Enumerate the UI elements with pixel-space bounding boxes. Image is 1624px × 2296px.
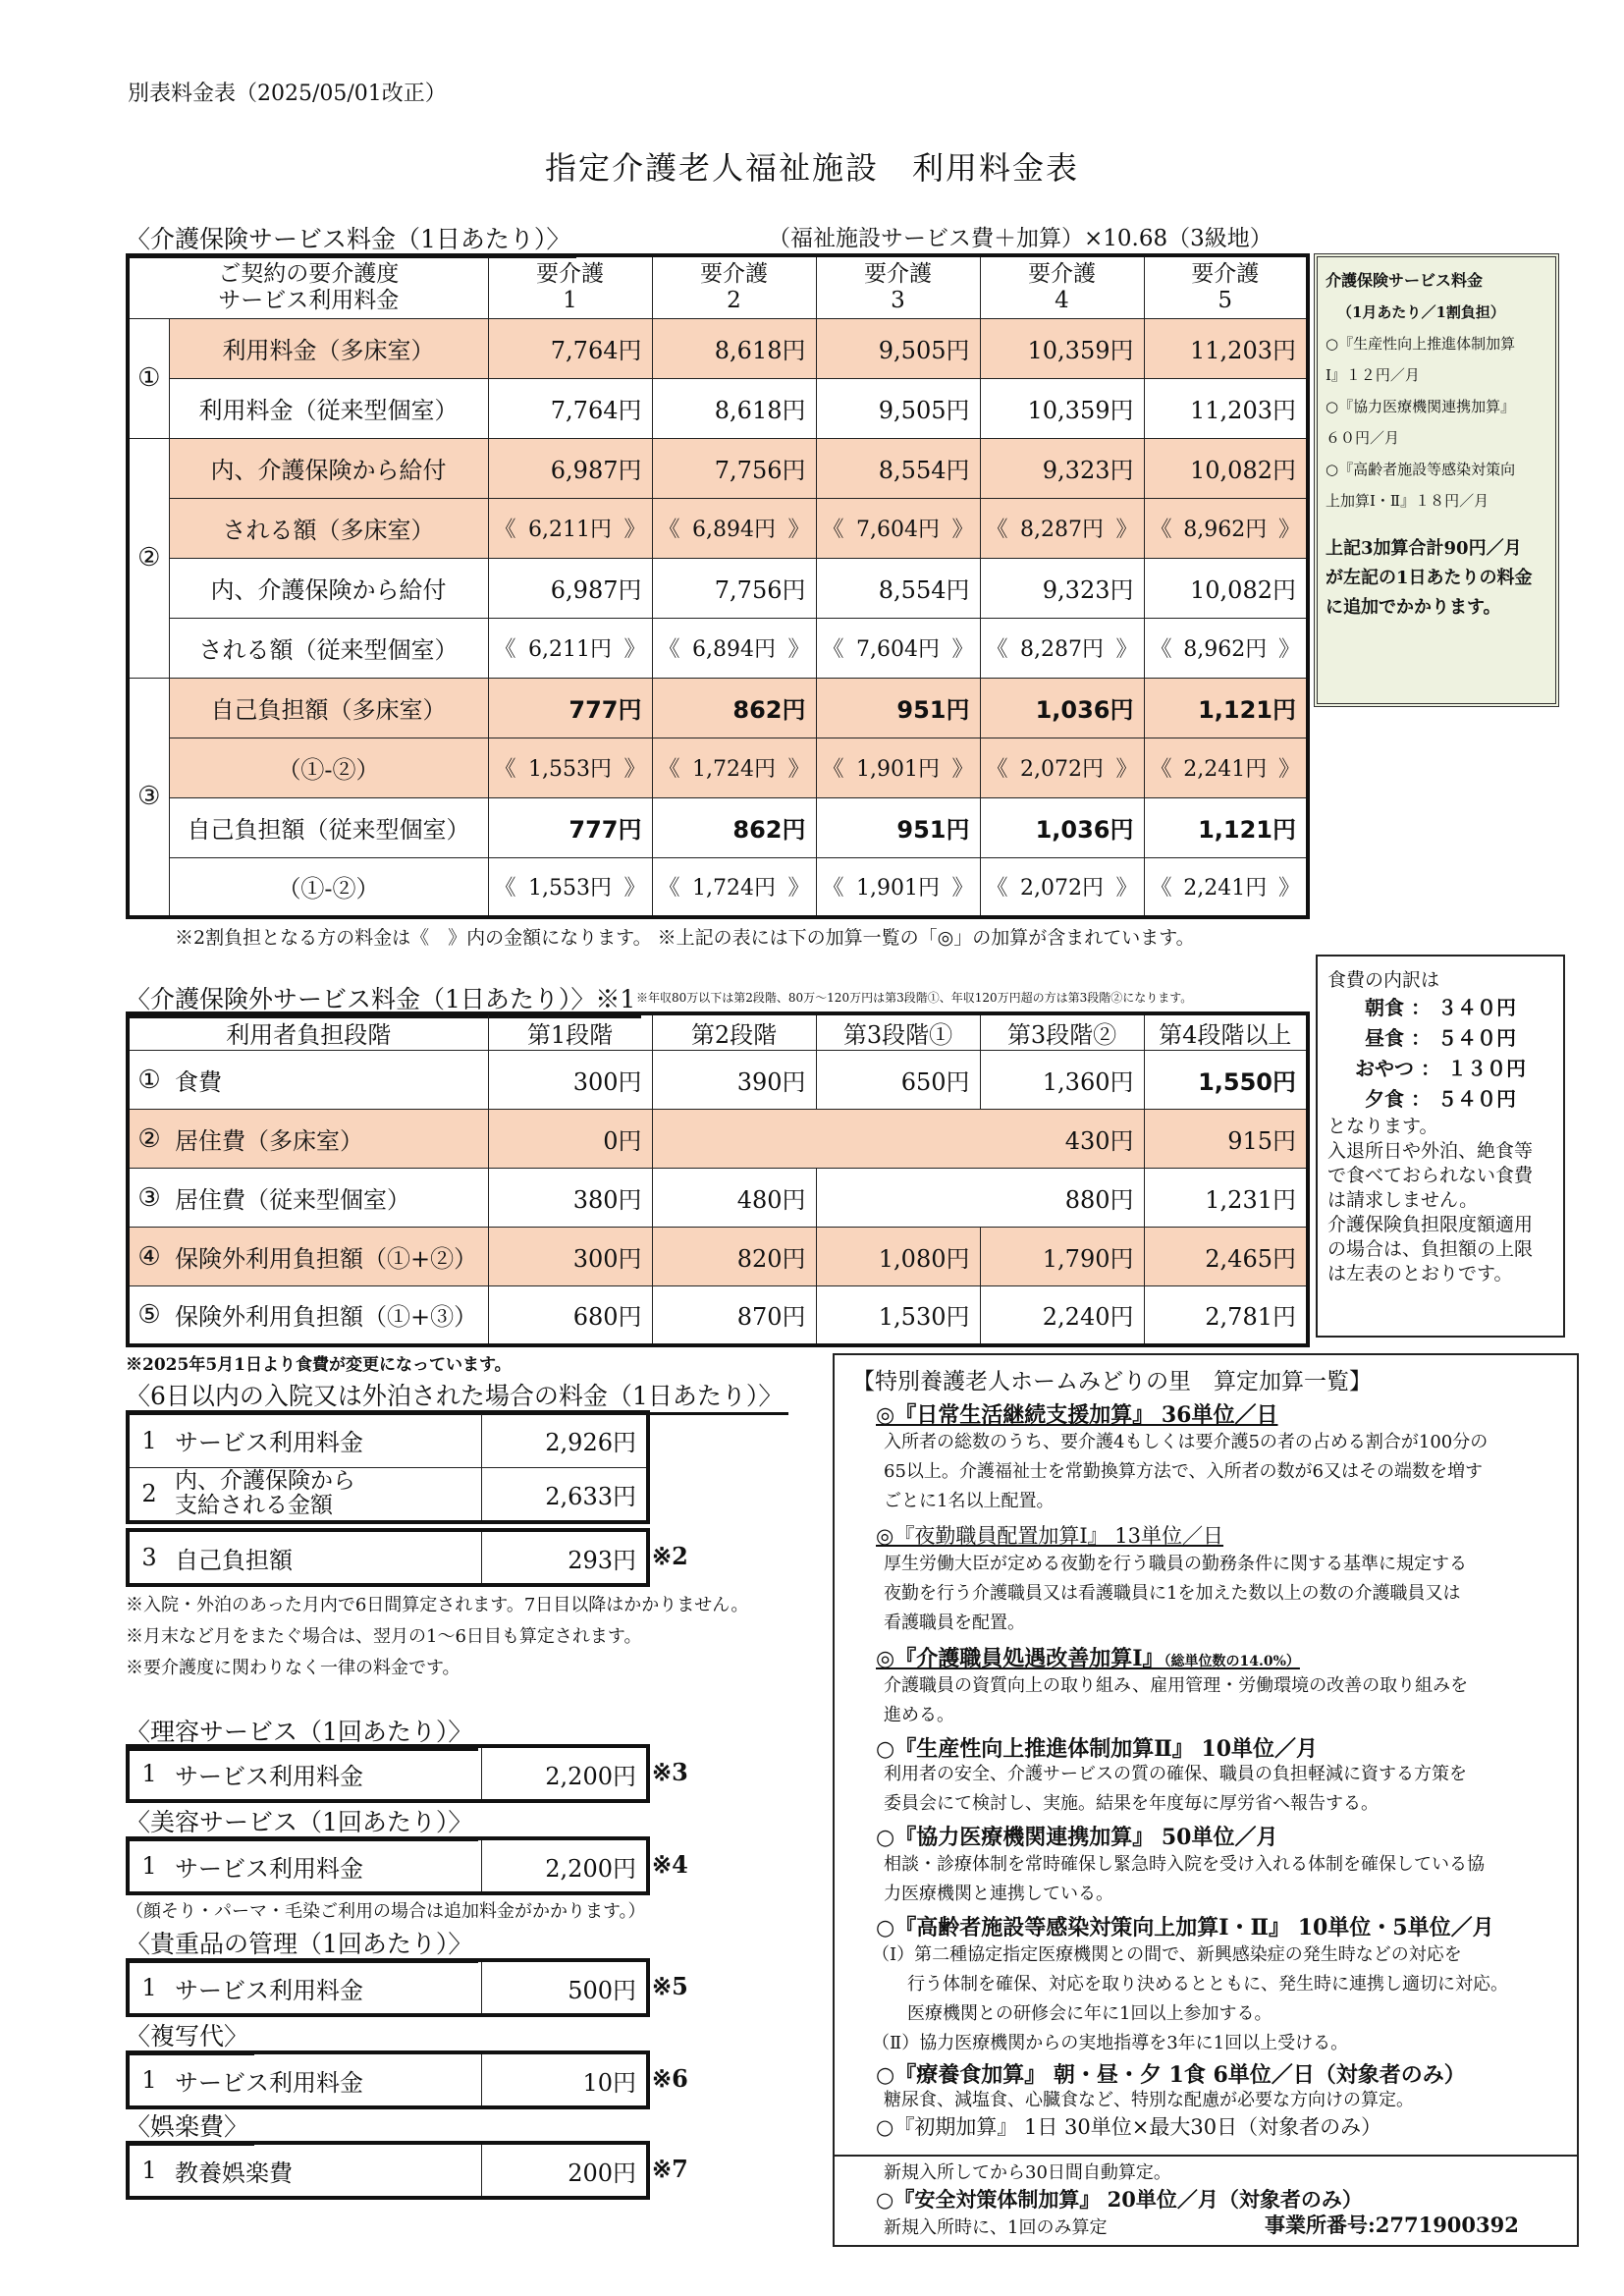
row-index: 1 xyxy=(128,2052,169,2107)
hospital-note: ※要介護度に関わりなく一律の料金です。 xyxy=(126,1658,460,1678)
copy-heading: 〈複写代〉 xyxy=(126,2017,254,2055)
meal-item: 夕食 ： ５４０円 xyxy=(1365,1087,1516,1111)
meal-note-line: は左表のとおりです。 xyxy=(1327,1263,1513,1285)
row-label: 教養娯楽費 xyxy=(169,2143,481,2198)
row-index: 1 xyxy=(128,1746,169,1801)
row-label: 保険外利用負担額（①+②） xyxy=(169,1228,488,1286)
addition-text: 相談・診療体制を常時確保し緊急時入院を受け入れる体制を確保している協 力医療機関と連携している。 xyxy=(884,1854,1485,1904)
group-mark-3: ③ xyxy=(128,678,169,917)
level-1-value: 6,987円 xyxy=(488,558,652,618)
care-fee-formula: （福祉施設サービス費＋加算）×10.68（3級地） xyxy=(768,226,1272,251)
level-4-value: 10,359円 xyxy=(980,318,1144,378)
level-2-value: 《 6,894円 》 xyxy=(652,498,816,558)
meal-note-line: で食べておられない食費 xyxy=(1327,1165,1534,1186)
self-pay-private-row-b xyxy=(128,857,1308,917)
insurance-private-row-b xyxy=(128,618,1308,678)
copy-fee-table xyxy=(126,2050,650,2109)
level-2-value: 《 1,724円 》 xyxy=(652,857,816,917)
meal-note-line: は請求しません。 xyxy=(1327,1189,1479,1211)
level-2-header: 要介護 2 xyxy=(652,255,816,318)
level-3-header: 要介護 3 xyxy=(816,255,980,318)
level-2-value: 8,618円 xyxy=(652,378,816,438)
level-2-value: 7,756円 xyxy=(652,558,816,618)
fee-multi-row xyxy=(128,318,1308,378)
addition-item: ○『高齢者施設等感染対策向上加算Ⅰ・Ⅱ』 10単位・5単位／月 xyxy=(876,1915,1494,1941)
stage-2-value: 870円 xyxy=(652,1286,816,1345)
addition-text: 新規入所してから30日間自動算定。 xyxy=(884,2162,1171,2183)
stage-3b-header: 第3段階② xyxy=(980,1013,1144,1051)
care-fee-heading: 〈介護保険サービス料金（1日あたり）〉 xyxy=(126,220,576,258)
meal-note-line: の場合は、負担額の上限 xyxy=(1327,1238,1534,1260)
monthly-additions-box xyxy=(1314,253,1559,707)
barber-fee-table xyxy=(126,1744,650,1803)
meal-note-line: となります。 xyxy=(1327,1116,1438,1137)
room-private-row xyxy=(128,1169,1308,1228)
group-mark-2: ② xyxy=(128,438,169,678)
row-index: ③ xyxy=(128,1169,169,1228)
meal-note-line: 入退所日や外泊、絶食等 xyxy=(1327,1140,1534,1162)
level-5-value: 10,082円 xyxy=(1144,438,1308,498)
addition-text: 新規入所時に、1回のみ算定 xyxy=(884,2217,1108,2238)
service-row xyxy=(128,1746,648,1801)
row-label: 保険外利用負担額（①+③） xyxy=(169,1286,488,1345)
insurance-multi-row-b xyxy=(128,498,1308,558)
row-label: （①-②） xyxy=(169,738,488,797)
insurance-private-row-a xyxy=(128,558,1308,618)
stage-4-header: 第4段階以上 xyxy=(1144,1013,1308,1051)
addition-item: ○『安全対策体制加算』 20単位／月（対象者のみ） xyxy=(876,2187,1363,2212)
row-value: 10円 xyxy=(481,2052,648,2107)
level-3-value: 8,554円 xyxy=(816,438,980,498)
row-label: 居住費（従来型個室） xyxy=(169,1169,488,1228)
level-3-value: 《 7,604円 》 xyxy=(816,498,980,558)
sidebox-line: ○『高齢者施設等感染対策向 xyxy=(1326,461,1516,478)
service-row xyxy=(128,1838,648,1893)
hospital-note: ※月末など月をまたぐ場合は、翌月の1〜6日目も算定されます。 xyxy=(126,1626,642,1647)
meal-change-note: ※2025年5月1日より食費が変更になっています。 xyxy=(126,1355,512,1375)
row-label: サービス利用料金 xyxy=(169,1960,481,2015)
stage-4-value: 1,231円 xyxy=(1144,1169,1308,1228)
stage-4-value: 2,781円 xyxy=(1144,1286,1308,1345)
stage-3a-header: 第3段階① xyxy=(816,1013,980,1051)
row-label: 利用料金（多床室） xyxy=(169,318,488,378)
level-4-value: 10,359円 xyxy=(980,378,1144,438)
hospital-fee-heading: 〈6日以内の入院又は外泊された場合の料金（1日あたり）〉 xyxy=(126,1377,788,1415)
care-fee-footnote: ※2割負担となる方の料金は《 》内の金額になります。 ※上記の表には下の加算一覧の「◎」の加算が含まれています。 xyxy=(175,927,1195,949)
noncare-fee-heading: 〈介護保険外サービス料金（1日あたり）〉※1 xyxy=(126,980,641,1018)
row-label: 食費 xyxy=(169,1051,488,1110)
stage-2-value: 390円 xyxy=(652,1051,816,1110)
hospital-self-pay-table xyxy=(126,1528,650,1587)
level-4-value: 1,036円 xyxy=(980,678,1144,738)
row-index: 1 xyxy=(128,1838,169,1893)
recreation-fee-table xyxy=(126,2141,650,2200)
note-mark: ※4 xyxy=(652,1850,688,1879)
level-4-value: 《 8,287円 》 xyxy=(980,618,1144,678)
stage-2-3-value: 430円 xyxy=(652,1110,1144,1169)
level-4-value: 9,323円 xyxy=(980,438,1144,498)
row-index: ② xyxy=(128,1110,169,1169)
level-4-value: 《 2,072円 》 xyxy=(980,738,1144,797)
meal-breakdown-box xyxy=(1316,955,1565,1338)
self-pay-private-row-a xyxy=(128,797,1308,857)
note-mark: ※3 xyxy=(652,1758,688,1786)
level-3-value: 951円 xyxy=(816,678,980,738)
level-3-value: 8,554円 xyxy=(816,558,980,618)
noncare-header-label: 利用者負担段階 xyxy=(128,1013,488,1051)
meal-item: 昼食 ： ５４０円 xyxy=(1365,1026,1516,1050)
level-3-value: 951円 xyxy=(816,797,980,857)
valuables-fee-table xyxy=(126,1958,650,2017)
note-mark: ※7 xyxy=(652,2155,688,2183)
hospital-row xyxy=(128,1530,648,1585)
noncare-header-row xyxy=(128,1013,1308,1051)
care-header-row xyxy=(128,255,1308,318)
stage-2-header: 第2段階 xyxy=(652,1013,816,1051)
beauty-note: （顔そり・パーマ・毛染ご利用の場合は追加料金がかかります。） xyxy=(126,1901,646,1922)
row-label: 自己負担額（従来型個室） xyxy=(169,797,488,857)
level-4-value: 9,323円 xyxy=(980,558,1144,618)
stage-3a-value: 1,080円 xyxy=(816,1228,980,1286)
recreation-heading: 〈娯楽費〉 xyxy=(126,2107,254,2146)
row-label: サービス利用料金 xyxy=(169,1746,481,1801)
addition-item: ◎『夜勤職員配置加算Ⅰ』 13単位／日 xyxy=(876,1524,1224,1548)
level-5-value: 《 2,241円 》 xyxy=(1144,738,1308,797)
level-4-value: 《 8,287円 》 xyxy=(980,498,1144,558)
level-1-header: 要介護 1 xyxy=(488,255,652,318)
hospital-note: ※入院・外泊のあった月内で6日間算定されます。7日目以降はかかりません。 xyxy=(126,1595,749,1615)
addition-text: 介護職員の資質向上の取り組み、雇用管理・労働環境の改善の取り組みを 進める。 xyxy=(884,1675,1469,1725)
sidebox-title: 介護保険サービス料金 xyxy=(1326,271,1484,290)
additions-title: 【特別養護老人ホームみどりの里 算定加算一覧】 xyxy=(852,1369,1372,1394)
stage-1-value: 0円 xyxy=(488,1110,652,1169)
stage-3b-value: 1,790円 xyxy=(980,1228,1144,1286)
row-value: 2,200円 xyxy=(481,1746,648,1801)
service-row xyxy=(128,2052,648,2107)
level-5-value: 《 8,962円 》 xyxy=(1144,498,1308,558)
level-3-value: 9,505円 xyxy=(816,378,980,438)
stage-1-value: 300円 xyxy=(488,1228,652,1286)
level-5-value: 11,203円 xyxy=(1144,378,1308,438)
level-4-value: 《 2,072円 》 xyxy=(980,857,1144,917)
note-mark: ※2 xyxy=(652,1542,688,1570)
stage-3-value: 880円 xyxy=(816,1169,1144,1228)
stage-4-value: 915円 xyxy=(1144,1110,1308,1169)
level-2-value: 862円 xyxy=(652,678,816,738)
level-2-value: 《 1,724円 》 xyxy=(652,738,816,797)
stage-1-value: 680円 xyxy=(488,1286,652,1345)
level-5-value: 《 8,962円 》 xyxy=(1144,618,1308,678)
row-index: ⑤ xyxy=(128,1286,169,1345)
note-mark: ※5 xyxy=(652,1972,688,2000)
self-pay-multi-row-a xyxy=(128,678,1308,738)
noncare-fee-table xyxy=(126,1011,1310,1347)
valuables-heading: 〈貴重品の管理（1回あたり）〉 xyxy=(126,1925,478,1963)
stage-3b-value: 1,360円 xyxy=(980,1051,1144,1110)
stage-1-value: 380円 xyxy=(488,1169,652,1228)
addition-text: 利用者の安全、介護サービスの質の確保、職員の負担軽減に資する方策を 委員会にて検討し、実施。結果を年度毎に厚労省へ報告する。 xyxy=(884,1764,1467,1814)
hospital-row xyxy=(128,1467,648,1522)
row-index: ① xyxy=(128,1051,169,1110)
total-private-row xyxy=(128,1286,1308,1345)
group-mark-1: ① xyxy=(128,318,169,438)
care-fee-table xyxy=(126,253,1310,919)
row-index: 1 xyxy=(128,1960,169,2015)
sidebox-line: 上加算Ⅰ・Ⅱ』１８円／月 xyxy=(1326,492,1489,510)
fee-private-row xyxy=(128,378,1308,438)
level-5-value: 《 2,241円 》 xyxy=(1144,857,1308,917)
sidebox-summary: 上記3加算合計90円／月 が左記の1日あたりの料金 に追加でかかります。 xyxy=(1326,538,1533,618)
row-value: 293円 xyxy=(481,1530,648,1585)
row-value: 200円 xyxy=(481,2143,648,2198)
level-5-value: 1,121円 xyxy=(1144,678,1308,738)
level-2-value: 8,618円 xyxy=(652,318,816,378)
row-label: 内、介護保険から 支給される金額 xyxy=(169,1467,481,1522)
level-3-value: 《 1,901円 》 xyxy=(816,738,980,797)
insurance-multi-row-a xyxy=(128,438,1308,498)
level-3-value: 9,505円 xyxy=(816,318,980,378)
sidebox-line: Ⅰ』１２円／月 xyxy=(1326,366,1420,384)
row-value: 2,633円 xyxy=(481,1467,648,1522)
row-label: （①-②） xyxy=(169,857,488,917)
stage-1-header: 第1段階 xyxy=(488,1013,652,1051)
total-multi-row xyxy=(128,1228,1308,1286)
row-label: される額（従来型個室） xyxy=(169,618,488,678)
level-2-value: 862円 xyxy=(652,797,816,857)
level-5-value: 1,121円 xyxy=(1144,797,1308,857)
addition-item: ○『生産性向上推進体制加算Ⅱ』 10単位／月 xyxy=(876,1736,1319,1762)
level-4-value: 1,036円 xyxy=(980,797,1144,857)
room-multi-row xyxy=(128,1110,1308,1169)
row-label: 利用料金（従来型個室） xyxy=(169,378,488,438)
row-label: サービス利用料金 xyxy=(169,1838,481,1893)
addition-text: 糖尿食、減塩食、心臓食など、特別な配慮が必要な方向けの算定。 xyxy=(884,2090,1414,2110)
row-label: サービス利用料金 xyxy=(169,2052,481,2107)
stage-2-value: 820円 xyxy=(652,1228,816,1286)
sidebox-subtitle: （1月あたり／1割負担） xyxy=(1337,303,1505,321)
stage-3a-value: 1,530円 xyxy=(816,1286,980,1345)
addition-text: （Ⅰ）第二種協定指定医療機関との間で、新興感染症の発生時などの対応を 行う体制を確保、対応を取り決めるとともに、発生時に連携し適切に対応。 医療機関との研修会に年に1回以上参加する。 （Ⅱ）協力医療機関からの実地指導を3年に1回以上受ける。 xyxy=(872,1944,1508,2053)
level-4-header: 要介護 4 xyxy=(980,255,1144,318)
addition-text: 厚生労働大臣が定める夜勤を行う職員の勤務条件に関する基準に規定する 夜勤を行う介護職員又は看護職員に1を加えた数以上の数の介護職員又は 看護職員を配置。 xyxy=(884,1554,1467,1633)
stage-4-value: 2,465円 xyxy=(1144,1228,1308,1286)
office-number: 事業所番号:2771900392 xyxy=(1265,2213,1519,2237)
meal-note-line: 介護保険負担限度額適用 xyxy=(1327,1214,1534,1235)
row-index: 3 xyxy=(128,1530,169,1585)
addition-item: ◎『介護職員処遇改善加算Ⅰ』（総単位数の14.0%） xyxy=(876,1646,1300,1671)
service-row xyxy=(128,1960,648,2015)
addition-text: 入所者の総数のうち、要介護4もしくは要介護5の者の占める割合が100分の 65以上。介護福祉士を常勤換算方法で、入所者の数が6又はその端数を増す ごとに1名以上配置。 xyxy=(884,1432,1489,1511)
level-1-value: 777円 xyxy=(488,678,652,738)
beauty-heading: 〈美容サービス（1回あたり）〉 xyxy=(126,1803,478,1841)
row-index: 1 xyxy=(128,2143,169,2198)
sidebox-line: ○『生産性向上推進体制加算 xyxy=(1326,335,1516,353)
row-value: 2,200円 xyxy=(481,1838,648,1893)
row-value: 500円 xyxy=(481,1960,648,2015)
level-1-value: 6,987円 xyxy=(488,438,652,498)
stage-4-value: 1,550円 xyxy=(1144,1051,1308,1110)
page-title: 指定介護老人福祉施設 利用料金表 xyxy=(544,149,1079,187)
meal-item: 朝食 ： ３４０円 xyxy=(1365,996,1516,1019)
additions-list-box-bottom xyxy=(833,2157,1579,2247)
sidebox-line: ○『協力医療機関連携加算』 xyxy=(1326,398,1516,415)
self-pay-multi-row-b xyxy=(128,738,1308,797)
level-1-value: 7,764円 xyxy=(488,378,652,438)
noncare-heading-note: ※年収80万以下は第2段階、80万〜120万円は第3段階①、年収120万円超の方は第3段階②になります。 xyxy=(636,991,1193,1005)
stage-1-value: 300円 xyxy=(488,1051,652,1110)
level-1-value: 《 6,211円 》 xyxy=(488,498,652,558)
row-value: 2,926円 xyxy=(481,1412,648,1467)
level-3-value: 《 1,901円 》 xyxy=(816,857,980,917)
row-label: される額（多床室） xyxy=(169,498,488,558)
level-5-header: 要介護 5 xyxy=(1144,255,1308,318)
beauty-fee-table xyxy=(126,1836,650,1895)
row-label: 自己負担額（多床室） xyxy=(169,678,488,738)
level-5-value: 11,203円 xyxy=(1144,318,1308,378)
hospital-fee-table xyxy=(126,1410,650,1524)
meal-fee-row xyxy=(128,1051,1308,1110)
additions-list-box xyxy=(833,1353,1579,2157)
stage-3b-value: 2,240円 xyxy=(980,1286,1144,1345)
row-label: 内、介護保険から給付 xyxy=(169,438,488,498)
level-1-value: 《 1,553円 》 xyxy=(488,738,652,797)
barber-heading: 〈理容サービス（1回あたり）〉 xyxy=(126,1713,478,1751)
row-index: ④ xyxy=(128,1228,169,1286)
level-3-value: 《 7,604円 》 xyxy=(816,618,980,678)
level-1-value: 《 1,553円 》 xyxy=(488,857,652,917)
level-5-value: 10,082円 xyxy=(1144,558,1308,618)
document-reference: 別表料金表（2025/05/01改正） xyxy=(128,82,447,106)
note-mark: ※6 xyxy=(652,2064,688,2093)
row-label: 自己負担額 xyxy=(169,1530,481,1585)
stage-2-value: 480円 xyxy=(652,1169,816,1228)
row-label: 内、介護保険から給付 xyxy=(169,558,488,618)
row-index: 1 xyxy=(128,1412,169,1467)
row-label: サービス利用料金 xyxy=(169,1412,481,1467)
meal-box-title: 食費の内訳は xyxy=(1327,969,1440,991)
addition-item: ◎『日常生活継続支援加算』 36単位／日 xyxy=(876,1402,1278,1428)
row-index: 2 xyxy=(128,1467,169,1522)
addition-item: ○『療養食加算』 朝・昼・夕 1食 6単位／日（対象者のみ） xyxy=(876,2062,1466,2088)
meal-item: おやつ ： １３０円 xyxy=(1355,1057,1526,1080)
level-1-value: 777円 xyxy=(488,797,652,857)
service-row xyxy=(128,2143,648,2198)
hospital-row xyxy=(128,1412,648,1467)
level-1-value: 《 6,211円 》 xyxy=(488,618,652,678)
sidebox-line: ６０円／月 xyxy=(1326,429,1400,447)
care-header-label: ご契約の要介護度 サービス利用料金 xyxy=(128,255,488,318)
level-2-value: 7,756円 xyxy=(652,438,816,498)
addition-item: ○『協力医療機関連携加算』 50単位／月 xyxy=(876,1825,1278,1850)
stage-3a-value: 650円 xyxy=(816,1051,980,1110)
addition-item: ○『初期加算』 1日 30単位×最大30日（対象者のみ） xyxy=(876,2115,1382,2139)
row-label: 居住費（多床室） xyxy=(169,1110,488,1169)
level-1-value: 7,764円 xyxy=(488,318,652,378)
level-2-value: 《 6,894円 》 xyxy=(652,618,816,678)
